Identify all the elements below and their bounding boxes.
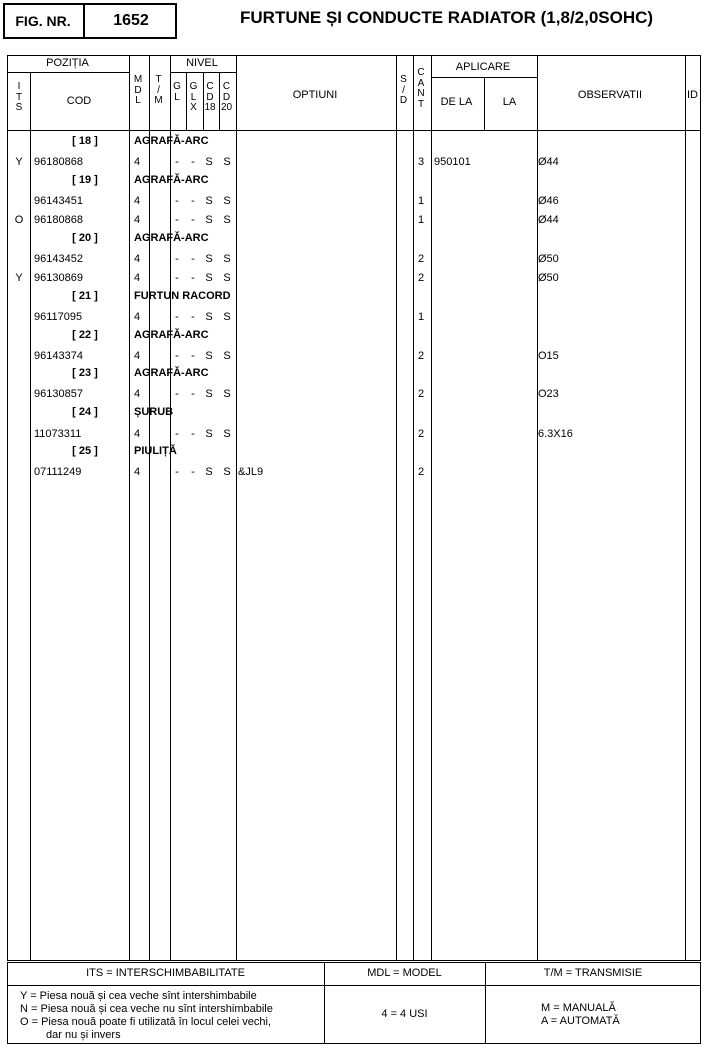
cell-cod: 96130869 <box>34 272 83 284</box>
col-nivel: NIVEL <box>186 57 218 69</box>
cell-cd20: S <box>223 350 231 362</box>
group-position: [ 24 ] <box>72 406 98 418</box>
cell-glx: - <box>191 272 195 284</box>
page-title: FURTUNE ȘI CONDUCTE RADIATOR (1,8/2,0SOHC) <box>240 8 654 27</box>
cell-cd18: S <box>205 466 213 478</box>
legend-tm-title: T/M = TRANSMISIE <box>543 967 643 979</box>
cell-obs: Ø44 <box>538 214 559 226</box>
cell-cant: 1 <box>417 311 425 323</box>
col-observatii: OBSERVATII <box>577 89 643 101</box>
group-part-name: AGRAFĂ-ARC <box>134 174 209 186</box>
cell-gl: - <box>175 195 179 207</box>
legend-tm-auto: A = AUTOMATĂ <box>541 1015 620 1027</box>
cell-cd18: S <box>205 311 213 323</box>
cell-cd18: S <box>205 272 213 284</box>
cell-cd18: S <box>205 350 213 362</box>
cell-cd20: S <box>223 272 231 284</box>
col-gl: G L <box>173 81 181 103</box>
cell-opt: &JL9 <box>238 466 264 478</box>
cell-mdl: 4 <box>134 214 141 226</box>
cell-obs: O15 <box>538 350 559 362</box>
col-pozitia: POZIȚIA <box>46 57 89 69</box>
cell-cd20: S <box>223 466 231 478</box>
cell-cd20: S <box>223 195 231 207</box>
cell-glx: - <box>191 214 195 226</box>
cell-cd20: S <box>223 253 231 265</box>
cell-mdl: 4 <box>134 311 141 323</box>
cell-cant: 2 <box>417 466 425 478</box>
cell-cd20: S <box>223 311 231 323</box>
cell-obs: 6.3X16 <box>538 428 573 440</box>
parts-table <box>7 55 701 961</box>
cell-glx: - <box>191 388 195 400</box>
group-part-name: ȘURUB <box>134 406 174 418</box>
cell-cant: 2 <box>417 428 425 440</box>
cell-gl: - <box>175 272 179 284</box>
group-part-name: AGRAFĂ-ARC <box>134 232 209 244</box>
cell-its: O <box>14 214 24 226</box>
legend-its-line-o: O = Piesa nouă poate fi utilizată în locul celei vechi, <box>20 1016 272 1028</box>
group-part-name: AGRAFĂ-ARC <box>134 329 209 341</box>
col-mdl: M D L <box>133 74 143 106</box>
cell-mdl: 4 <box>134 272 141 284</box>
cell-gl: - <box>175 214 179 226</box>
legend-its-line-y: Y = Piesa nouă și cea veche sînt intershimbabile <box>20 990 257 1002</box>
col-la: LA <box>502 96 517 108</box>
cell-cd18: S <box>205 253 213 265</box>
legend-its-line-o2: dar nu și invers <box>46 1029 121 1041</box>
col-cd20: C D 20 <box>220 81 233 113</box>
cell-cd20: S <box>223 388 231 400</box>
cell-mdl: 4 <box>134 466 141 478</box>
group-part-name: PIULIȚĂ <box>134 445 177 457</box>
cell-cd18: S <box>205 214 213 226</box>
cell-de-la: 950101 <box>434 156 471 168</box>
cell-obs: Ø44 <box>538 156 559 168</box>
cell-its: Y <box>15 272 23 284</box>
cell-its: Y <box>15 156 23 168</box>
cell-cod: 96130857 <box>34 388 83 400</box>
cell-cant: 2 <box>417 272 425 284</box>
col-cant: C A N T <box>417 67 425 110</box>
cell-cod: 96143452 <box>34 253 83 265</box>
cell-glx: - <box>191 350 195 362</box>
cell-gl: - <box>175 156 179 168</box>
col-cod: COD <box>66 95 92 107</box>
group-part-name: AGRAFĂ-ARC <box>134 135 209 147</box>
legend-mdl-value: 4 = 4 USI <box>381 1008 428 1020</box>
cell-cd20: S <box>223 214 231 226</box>
cell-gl: - <box>175 350 179 362</box>
cell-mdl: 4 <box>134 428 141 440</box>
cell-glx: - <box>191 466 195 478</box>
group-position: [ 18 ] <box>72 135 98 147</box>
col-glx: G L X <box>189 81 198 113</box>
cell-cod: 96180868 <box>34 156 83 168</box>
group-part-name: AGRAFĂ-ARC <box>134 367 209 379</box>
group-part-name: FURTUN RACORD <box>134 290 231 302</box>
cell-cod: 96143451 <box>34 195 83 207</box>
group-position: [ 22 ] <box>72 329 98 341</box>
cell-cant: 1 <box>417 214 425 226</box>
figure-label: FIG. NR. <box>3 3 85 39</box>
cell-gl: - <box>175 311 179 323</box>
group-position: [ 21 ] <box>72 290 98 302</box>
col-sd: S / D <box>399 74 408 106</box>
cell-gl: - <box>175 253 179 265</box>
cell-obs: Ø50 <box>538 272 559 284</box>
cell-gl: - <box>175 428 179 440</box>
cell-cod: 07111249 <box>34 466 82 478</box>
cell-cd20: S <box>223 428 231 440</box>
cell-mdl: 4 <box>134 253 141 265</box>
cell-cd18: S <box>205 388 213 400</box>
cell-obs: O23 <box>538 388 559 400</box>
cell-glx: - <box>191 156 195 168</box>
cell-mdl: 4 <box>134 350 141 362</box>
cell-cod: 96180868 <box>34 214 83 226</box>
cell-gl: - <box>175 466 179 478</box>
group-position: [ 25 ] <box>72 445 98 457</box>
cell-cd18: S <box>205 195 213 207</box>
cell-cd18: S <box>205 428 213 440</box>
cell-glx: - <box>191 428 195 440</box>
cell-mdl: 4 <box>134 195 141 207</box>
cell-cant: 2 <box>417 350 425 362</box>
col-id: ID <box>687 89 698 101</box>
cell-mdl: 4 <box>134 388 141 400</box>
group-position: [ 19 ] <box>72 174 98 186</box>
cell-cd20: S <box>223 156 231 168</box>
cell-cant: 3 <box>417 156 425 168</box>
legend-mdl-title: MDL = MODEL <box>367 967 442 979</box>
col-tm: T / M <box>154 74 163 106</box>
group-position: [ 23 ] <box>72 367 98 379</box>
col-de-la: DE LA <box>440 96 473 108</box>
cell-glx: - <box>191 195 195 207</box>
col-its: I T S <box>15 81 23 113</box>
col-aplicare: APLICARE <box>455 61 511 73</box>
cell-obs: Ø46 <box>538 195 559 207</box>
legend-tm-manual: M = MANUALĂ <box>541 1002 616 1014</box>
cell-obs: Ø50 <box>538 253 559 265</box>
figure-number: 1652 <box>113 12 149 29</box>
cell-cd18: S <box>205 156 213 168</box>
col-optiuni: OPTIUNI <box>292 89 338 101</box>
legend-its-line-n: N = Piesa nouă și cea veche nu sînt intershimbabile <box>20 1003 273 1015</box>
cell-cant: 1 <box>417 195 425 207</box>
cell-glx: - <box>191 311 195 323</box>
cell-cod: 96143374 <box>34 350 83 362</box>
legend-its-title: ITS = INTERSCHIMBABILITATE <box>86 967 245 979</box>
cell-cant: 2 <box>417 253 425 265</box>
cell-cant: 2 <box>417 388 425 400</box>
col-cd18: C D 18 <box>204 81 216 113</box>
cell-gl: - <box>175 388 179 400</box>
cell-glx: - <box>191 253 195 265</box>
group-position: [ 20 ] <box>72 232 98 244</box>
cell-cod: 96117095 <box>34 311 83 323</box>
cell-cod: 11073311 <box>34 428 82 440</box>
cell-mdl: 4 <box>134 156 141 168</box>
